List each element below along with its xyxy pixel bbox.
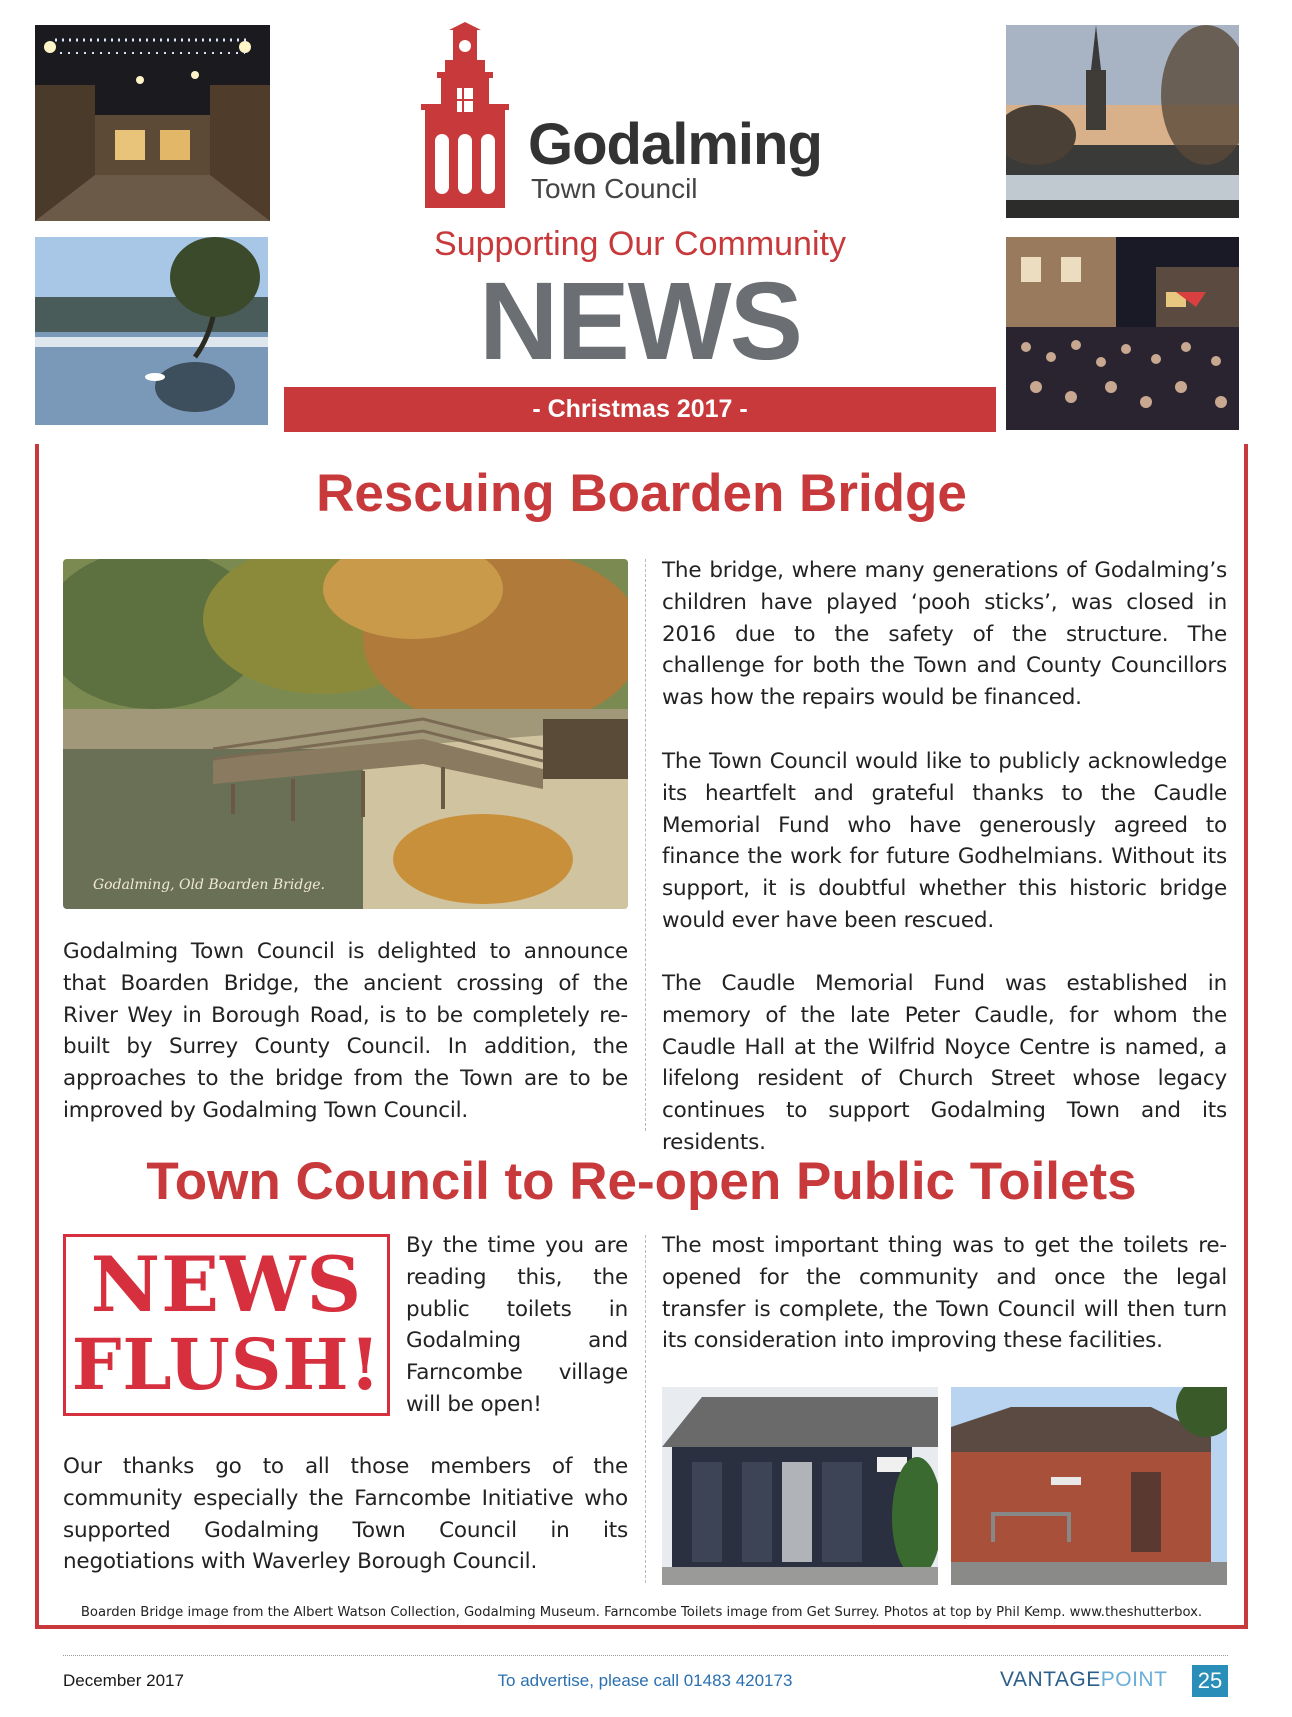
footer-date: December 2017 bbox=[63, 1671, 184, 1690]
brand-point: POINT bbox=[1100, 1668, 1168, 1691]
stamp-line-2: FLUSH! bbox=[71, 1323, 382, 1406]
footer-advertise: To advertise, please call 01483 420173 bbox=[497, 1671, 793, 1690]
article1-headline: Rescuing Boarden Bridge bbox=[316, 464, 967, 523]
town-hall-icon bbox=[415, 22, 515, 212]
photo-credits: Boarden Bridge image from the Albert Watson Collection, Godalming Museum. Farncombe Toilets image from Get Surrey. Photos at top by Phil Kemp. www.theshutterbox. bbox=[80, 1605, 1203, 1620]
bridge-photo-caption: Godalming, Old Boarden Bridge. bbox=[93, 877, 325, 893]
town-council-logo bbox=[415, 22, 855, 212]
tagline: Supporting Our Community bbox=[434, 225, 846, 263]
stamp-line-1: NEWS bbox=[90, 1240, 363, 1329]
article2-intro: By the time you are reading this, the public toilets in Godalming and Farncombe village will be open! bbox=[406, 1233, 628, 1417]
brand-vantage: VANTAGE bbox=[1000, 1668, 1101, 1691]
column-divider-2 bbox=[645, 1235, 646, 1583]
article2-headline: Town Council to Re-open Public Toilets bbox=[146, 1152, 1137, 1211]
article2-right-text: The most important thing was to get the toilets re-opened for the community and once the legal transfer is complete, the Town Council will then turn its consideration into improving these facilities. bbox=[662, 1233, 1227, 1354]
photo-boarden-bridge bbox=[63, 559, 628, 909]
photo-church-sunset bbox=[1006, 25, 1239, 218]
page-number: 25 bbox=[1192, 1665, 1228, 1697]
page-title: NEWS bbox=[479, 260, 801, 383]
edition-label: - Christmas 2017 - bbox=[532, 395, 748, 423]
edition-banner bbox=[284, 387, 996, 432]
article2-thanks: Our thanks go to all those members of the community especially the Farncombe Initiative who supported Godalming Town Council in its negotiations with Waverley Borough Council. bbox=[63, 1454, 628, 1575]
photo-river-tree bbox=[35, 237, 268, 425]
photo-high-street-crowd bbox=[1006, 237, 1239, 430]
article1-right-para-1: The bridge, where many generations of Godalming’s children have played ‘pooh sticks’, was closed in 2016 due to the safety of the structure. The challenge for both the Town and County Councillors was how the repairs would be financed. bbox=[662, 558, 1227, 711]
council-name: Godalming bbox=[528, 112, 822, 177]
news-flush-stamp bbox=[63, 1234, 390, 1416]
article1-left-text: Godalming Town Council is delighted to announce that Boarden Bridge, the ancient crossing of the River Wey in Borough Road, is to be completely re-built by Surrey County Council. In addition, the approaches to the bridge from the Town are to be improved by Godalming Town Council. bbox=[63, 939, 628, 1123]
council-subtitle: Town Council bbox=[531, 173, 698, 204]
photo-toilets-farncombe bbox=[662, 1387, 938, 1585]
footer-brand bbox=[1000, 1665, 1167, 1695]
column-divider-1 bbox=[645, 559, 646, 1131]
photo-christmas-arcade bbox=[35, 25, 270, 221]
article1-right-para-2: The Town Council would like to publicly acknowledge its heartfelt and grateful thanks to the Caudle Memorial Fund who have generously agreed to finance the work for future Godhelmians. Without its support, it is doubtful whether this historic bridge would ever have been rescued. bbox=[662, 749, 1227, 933]
article1-right-para-3: The Caudle Memorial Fund was established in memory of the late Peter Caudle, for whom the Caudle Hall at the Wilfrid Noyce Centre is named, a lifelong resident of Church Street whose legacy continues to support Godalming Town and its residents. bbox=[662, 971, 1227, 1155]
photo-toilets-godalming bbox=[951, 1387, 1227, 1585]
footer-rule bbox=[63, 1655, 1228, 1656]
